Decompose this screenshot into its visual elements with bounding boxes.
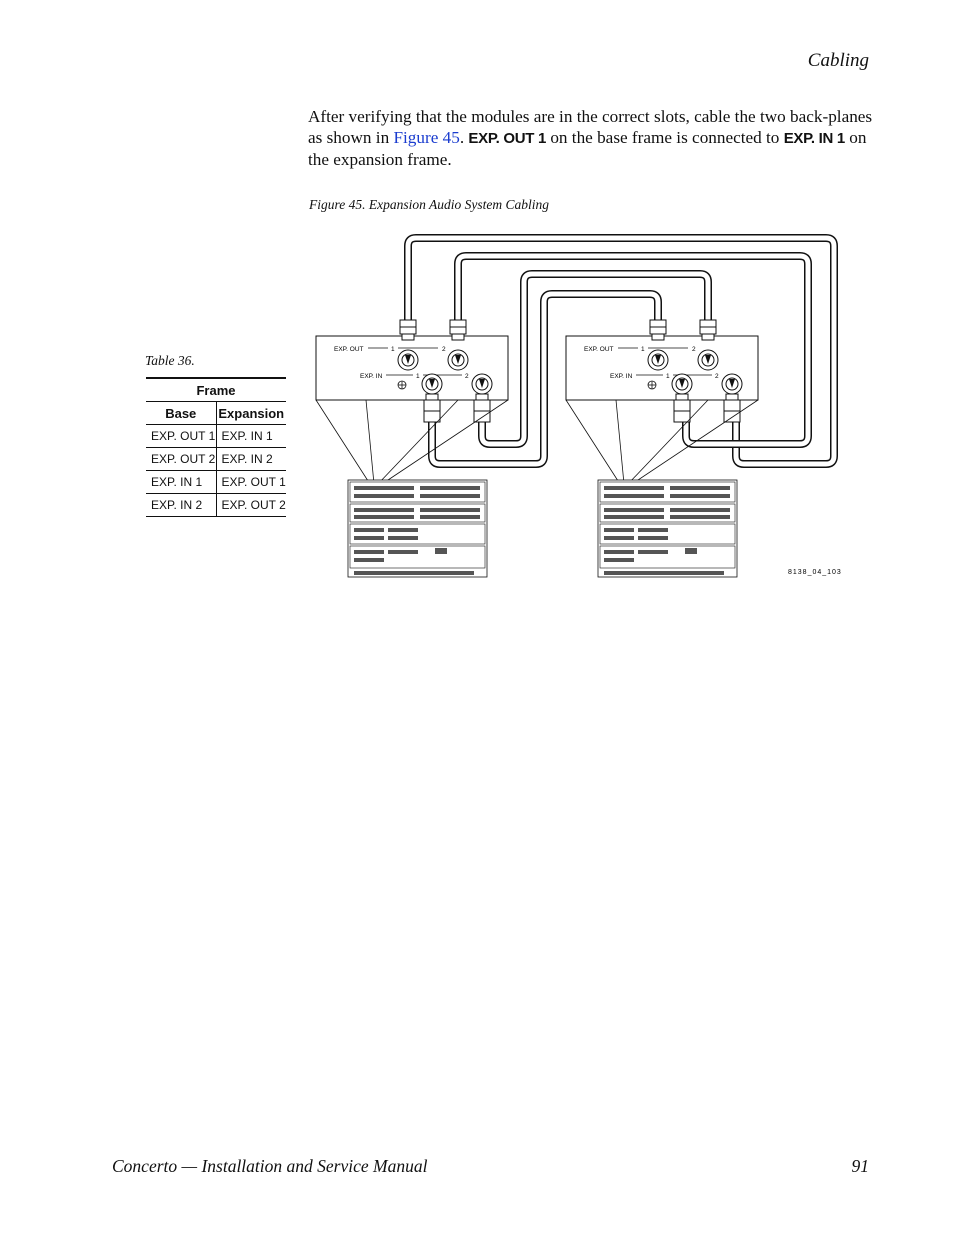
panel-label-exp-out: EXP. OUT xyxy=(584,346,614,353)
bnc-jack-icon xyxy=(472,374,492,394)
body-paragraph xyxy=(308,106,873,170)
table-cell: EXP. IN 2 xyxy=(216,448,286,471)
bnc-plug-icon xyxy=(674,394,690,422)
table-row xyxy=(146,494,286,517)
port-label: 2 xyxy=(692,346,696,353)
expansion-frame-rack xyxy=(598,480,737,577)
figure-caption: Figure 45. Expansion Audio System Cabling xyxy=(309,197,549,212)
code-exp-out-1: EXP. OUT 1 xyxy=(468,130,547,147)
port-label: 1 xyxy=(666,373,670,380)
column-header-expansion: Expansion xyxy=(216,402,286,425)
base-frame-rack xyxy=(348,480,487,577)
table-cell: EXP. OUT 2 xyxy=(146,448,216,471)
para-text-1: After verifying that the modules are in the correct slots, cable the two back-planes as shown in xyxy=(308,107,873,147)
panel-label-exp-in: EXP. IN xyxy=(360,373,383,380)
footer-title: Concerto — Installation and Service Manual xyxy=(112,1156,428,1176)
bnc-jack-icon xyxy=(448,350,468,370)
port-label: 1 xyxy=(641,346,645,353)
para-text-2: . xyxy=(459,128,469,147)
code-exp-in-1: EXP. IN 1 xyxy=(783,130,845,147)
bnc-jack-icon xyxy=(698,350,718,370)
bnc-plug-icon xyxy=(424,394,440,422)
figure-link[interactable]: Figure 45 xyxy=(393,128,460,147)
table-row xyxy=(146,448,286,471)
table-cell: EXP. IN 1 xyxy=(216,425,286,448)
running-header: Cabling xyxy=(807,50,869,71)
panel-label-exp-in: EXP. IN xyxy=(610,373,633,380)
port-label: 1 xyxy=(416,373,420,380)
port-label: 2 xyxy=(465,373,469,380)
port-label: 1 xyxy=(391,346,395,353)
bnc-plug-icon xyxy=(400,320,416,340)
cabling-diagram xyxy=(310,232,850,582)
panel-label-exp-out: EXP. OUT xyxy=(334,346,364,353)
bnc-jack-icon xyxy=(648,350,668,370)
table-row xyxy=(146,471,286,494)
table-cell: EXP. OUT 2 xyxy=(216,494,286,517)
bnc-jack-icon xyxy=(722,374,742,394)
table-cell: EXP. IN 1 xyxy=(146,471,216,494)
bnc-plug-icon xyxy=(450,320,466,340)
table-group-header: Frame xyxy=(146,378,286,402)
figure-id-code: 8138_04_103 xyxy=(788,569,842,576)
port-label: 2 xyxy=(442,346,446,353)
table-cell: EXP. OUT 1 xyxy=(216,471,286,494)
bnc-jack-icon xyxy=(672,374,692,394)
para-text-4: on the expansion frame. xyxy=(308,128,867,169)
port-label: 2 xyxy=(715,373,719,380)
bnc-jack-icon xyxy=(422,374,442,394)
para-text-3: on the base frame is connected to xyxy=(546,128,784,147)
page-number: 91 xyxy=(851,1156,869,1176)
bnc-plug-icon xyxy=(650,320,666,340)
frame-connection-table xyxy=(146,377,286,517)
table-row xyxy=(146,425,286,448)
table-cell: EXP. OUT 1 xyxy=(146,425,216,448)
bnc-plug-icon xyxy=(700,320,716,340)
base-frame-panel xyxy=(316,336,508,400)
expansion-frame-panel xyxy=(566,336,758,400)
bnc-jack-icon xyxy=(398,350,418,370)
table-caption: Table 36. xyxy=(145,353,195,368)
column-header-base: Base xyxy=(146,402,216,425)
table-cell: EXP. IN 2 xyxy=(146,494,216,517)
